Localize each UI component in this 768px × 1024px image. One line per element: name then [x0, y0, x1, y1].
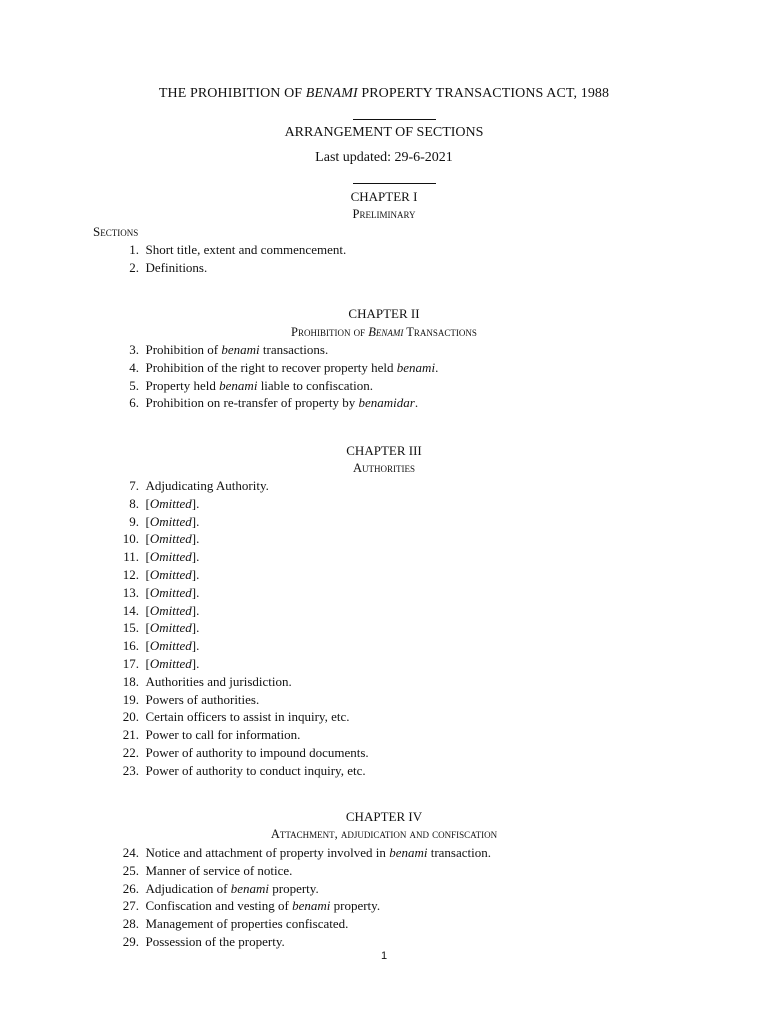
text-segment: Notice and attachment of property involved in — [145, 845, 390, 860]
text-segment: property. — [330, 898, 381, 914]
section-item — [110, 726, 369, 744]
section-item — [110, 708, 369, 726]
section-title — [146, 898, 381, 913]
section-title — [146, 395, 419, 410]
section-title — [146, 709, 350, 724]
section-number: 20. — [122, 709, 139, 725]
italic-term: Omitted — [149, 495, 192, 511]
text-segment: ]. — [191, 549, 200, 565]
act-title-suffix: PROPERTY TRANSACTIONS ACT, 1988 — [357, 86, 610, 101]
section-item — [110, 673, 369, 691]
section-item — [110, 341, 438, 359]
text-segment: Prohibition of the right to recover property held — [145, 359, 397, 375]
section-number: 9. — [129, 513, 139, 529]
section-number: 17. — [122, 655, 139, 671]
section-item — [110, 241, 346, 259]
section-item — [110, 844, 491, 862]
text-segment: Attachment, adjudication and confiscation — [270, 827, 498, 841]
act-title — [0, 86, 768, 102]
section-title — [146, 674, 292, 689]
text-segment: [ — [145, 531, 150, 547]
text-segment: . — [435, 359, 439, 375]
section-item — [110, 259, 346, 277]
section-number: 29. — [122, 933, 139, 949]
section-number: 8. — [129, 495, 139, 511]
section-item — [110, 566, 369, 584]
italic-term: benami — [221, 342, 260, 357]
text-segment: ]. — [191, 655, 200, 671]
text-segment: ]. — [191, 638, 200, 654]
text-segment: ]. — [191, 602, 200, 618]
italic-term: benami — [219, 377, 258, 393]
text-segment: Short title, extent and commencement. — [145, 242, 347, 257]
section-title — [146, 881, 319, 896]
text-segment: Manner of service of notice. — [145, 862, 293, 878]
section-list — [110, 241, 346, 277]
section-title — [146, 763, 366, 778]
section-title — [146, 745, 369, 760]
act-title-italic: BENAMI — [305, 86, 358, 101]
section-title — [146, 242, 347, 257]
text-segment: Transactions — [403, 325, 477, 339]
chapter-heading: CHAPTER II — [348, 306, 420, 321]
section-list — [110, 341, 438, 412]
section-number: 13. — [122, 584, 139, 600]
text-segment: Adjudicating Authority. — [145, 478, 269, 493]
text-segment: Property held — [145, 377, 220, 393]
section-title — [146, 342, 329, 357]
text-segment: transaction. — [427, 845, 492, 860]
arrangement-heading: ARRANGEMENT OF SECTIONS — [284, 125, 484, 140]
section-item — [110, 744, 369, 762]
italic-term: benami — [292, 898, 331, 914]
text-segment: Prohibition of — [291, 325, 369, 339]
section-item — [110, 477, 369, 495]
italic-term: Omitted — [149, 513, 192, 529]
italic-term: Omitted — [149, 602, 192, 618]
italic-term: Omitted — [149, 584, 192, 600]
chapter-subtitle — [0, 207, 768, 222]
text-segment: ]. — [191, 495, 200, 511]
section-title — [146, 934, 285, 949]
text-segment: Preliminary — [352, 207, 416, 221]
section-item — [110, 495, 369, 513]
section-item — [110, 530, 369, 548]
section-title — [146, 727, 301, 742]
section-number: 28. — [122, 916, 139, 932]
chapter-subtitle — [0, 461, 768, 476]
section-number: 15. — [122, 620, 139, 636]
section-title — [146, 863, 293, 878]
section-item — [110, 637, 369, 655]
header-divider — [353, 183, 436, 184]
text-segment: Possession of the property. — [145, 933, 285, 949]
section-number: 25. — [122, 862, 139, 878]
section-number: 3. — [129, 342, 139, 357]
section-title — [146, 360, 439, 375]
chapter-heading: CHAPTER III — [346, 443, 422, 458]
text-segment: . — [414, 395, 419, 411]
title-divider — [353, 119, 436, 120]
section-number: 16. — [122, 638, 139, 654]
section-item — [110, 619, 369, 637]
text-segment: Powers of authorities. — [145, 691, 260, 707]
section-item — [110, 548, 369, 566]
text-segment: [ — [145, 620, 150, 636]
text-segment: [ — [145, 655, 150, 671]
section-item — [110, 862, 491, 880]
section-item — [110, 377, 438, 395]
text-segment: ]. — [191, 513, 200, 529]
text-segment: Adjudication of — [145, 880, 231, 896]
text-segment: [ — [145, 549, 150, 565]
text-segment: liable to confiscation. — [257, 377, 373, 393]
section-number: 14. — [122, 602, 139, 618]
text-segment: Prohibition on re-transfer of property by — [145, 395, 359, 411]
section-title — [146, 496, 200, 511]
text-segment: [ — [145, 495, 150, 511]
italic-term: benami — [396, 359, 436, 375]
text-segment: ]. — [191, 620, 200, 636]
section-number: 22. — [122, 744, 139, 760]
italic-term: Omitted — [149, 549, 192, 565]
text-segment: [ — [145, 584, 150, 600]
section-title — [146, 603, 200, 618]
section-title — [146, 549, 200, 564]
text-segment: [ — [145, 602, 150, 618]
chapter-subtitle — [0, 827, 768, 842]
section-number: 12. — [122, 566, 139, 582]
section-list — [110, 844, 491, 951]
italic-term: Omitted — [149, 638, 192, 654]
text-segment: Definitions. — [145, 259, 208, 275]
italic-term: Omitted — [149, 655, 192, 671]
section-item — [110, 359, 438, 377]
section-title — [146, 692, 260, 707]
text-segment: transactions. — [259, 342, 329, 357]
section-number: 27. — [122, 898, 139, 914]
section-title — [146, 478, 269, 493]
section-number: 21. — [122, 727, 139, 743]
last-updated: Last updated: 29-6-2021 — [315, 150, 453, 165]
italic-term: benamidar — [358, 395, 415, 411]
text-segment: Power to call for information. — [145, 727, 301, 743]
section-title — [146, 656, 200, 671]
section-item — [110, 880, 491, 898]
section-number: 6. — [129, 395, 139, 411]
page-number: 1 — [380, 950, 388, 962]
text-segment: [ — [145, 638, 150, 654]
text-segment: ]. — [191, 566, 200, 582]
section-number: 24. — [122, 845, 139, 860]
italic-term: Benami — [368, 325, 404, 339]
section-number: 11. — [123, 549, 139, 565]
text-segment: Confiscation and vesting of — [145, 898, 293, 914]
text-segment: Authorities and jurisdiction. — [145, 673, 292, 689]
section-list — [110, 477, 369, 780]
section-number: 19. — [122, 691, 139, 707]
italic-term: Omitted — [149, 566, 192, 582]
section-title — [146, 638, 200, 653]
section-title — [146, 514, 200, 529]
section-number: 5. — [129, 377, 139, 393]
section-number: 10. — [122, 531, 139, 547]
text-segment: Power of authority to impound documents. — [145, 744, 369, 760]
sections-label: Sections — [93, 224, 139, 239]
act-title-prefix: THE PROHIBITION OF — [158, 86, 306, 101]
chapter-subtitle — [0, 325, 768, 340]
section-item — [110, 691, 369, 709]
section-item — [110, 897, 491, 915]
section-title — [146, 845, 492, 860]
section-title — [146, 531, 200, 546]
section-item — [110, 602, 369, 620]
section-item — [110, 584, 369, 602]
italic-term: Omitted — [149, 620, 192, 636]
section-title — [146, 260, 208, 275]
text-segment: Power of authority to conduct inquiry, etc. — [145, 762, 366, 778]
text-segment: ]. — [191, 531, 200, 547]
section-item — [110, 513, 369, 531]
section-number: 26. — [122, 880, 139, 896]
section-item — [110, 933, 491, 951]
section-number: 2. — [129, 259, 139, 275]
text-segment: ]. — [191, 584, 200, 600]
text-segment: Management of properties confiscated. — [145, 916, 349, 932]
section-title — [146, 916, 349, 931]
section-number: 23. — [122, 762, 139, 778]
section-number: 7. — [129, 478, 139, 493]
text-segment: Authorities — [352, 461, 416, 475]
chapter-heading: CHAPTER IV — [345, 809, 423, 824]
section-title — [146, 585, 200, 600]
section-item — [110, 655, 369, 673]
section-item — [110, 394, 438, 412]
section-number: 1. — [129, 242, 139, 257]
chapter-heading: CHAPTER I — [350, 189, 418, 204]
section-number: 4. — [129, 359, 139, 375]
section-item — [110, 762, 369, 780]
italic-term: benami — [389, 845, 428, 860]
section-title — [146, 567, 200, 582]
text-segment: property. — [269, 880, 319, 896]
text-segment: Certain officers to assist in inquiry, etc. — [145, 709, 350, 725]
text-segment: Prohibition of — [145, 342, 222, 357]
section-item — [110, 915, 491, 933]
text-segment: [ — [145, 566, 150, 582]
text-segment: [ — [145, 513, 150, 529]
section-title — [146, 620, 200, 635]
section-title — [146, 378, 373, 393]
italic-term: Omitted — [149, 531, 192, 547]
section-number: 18. — [122, 673, 139, 689]
italic-term: benami — [230, 880, 269, 896]
